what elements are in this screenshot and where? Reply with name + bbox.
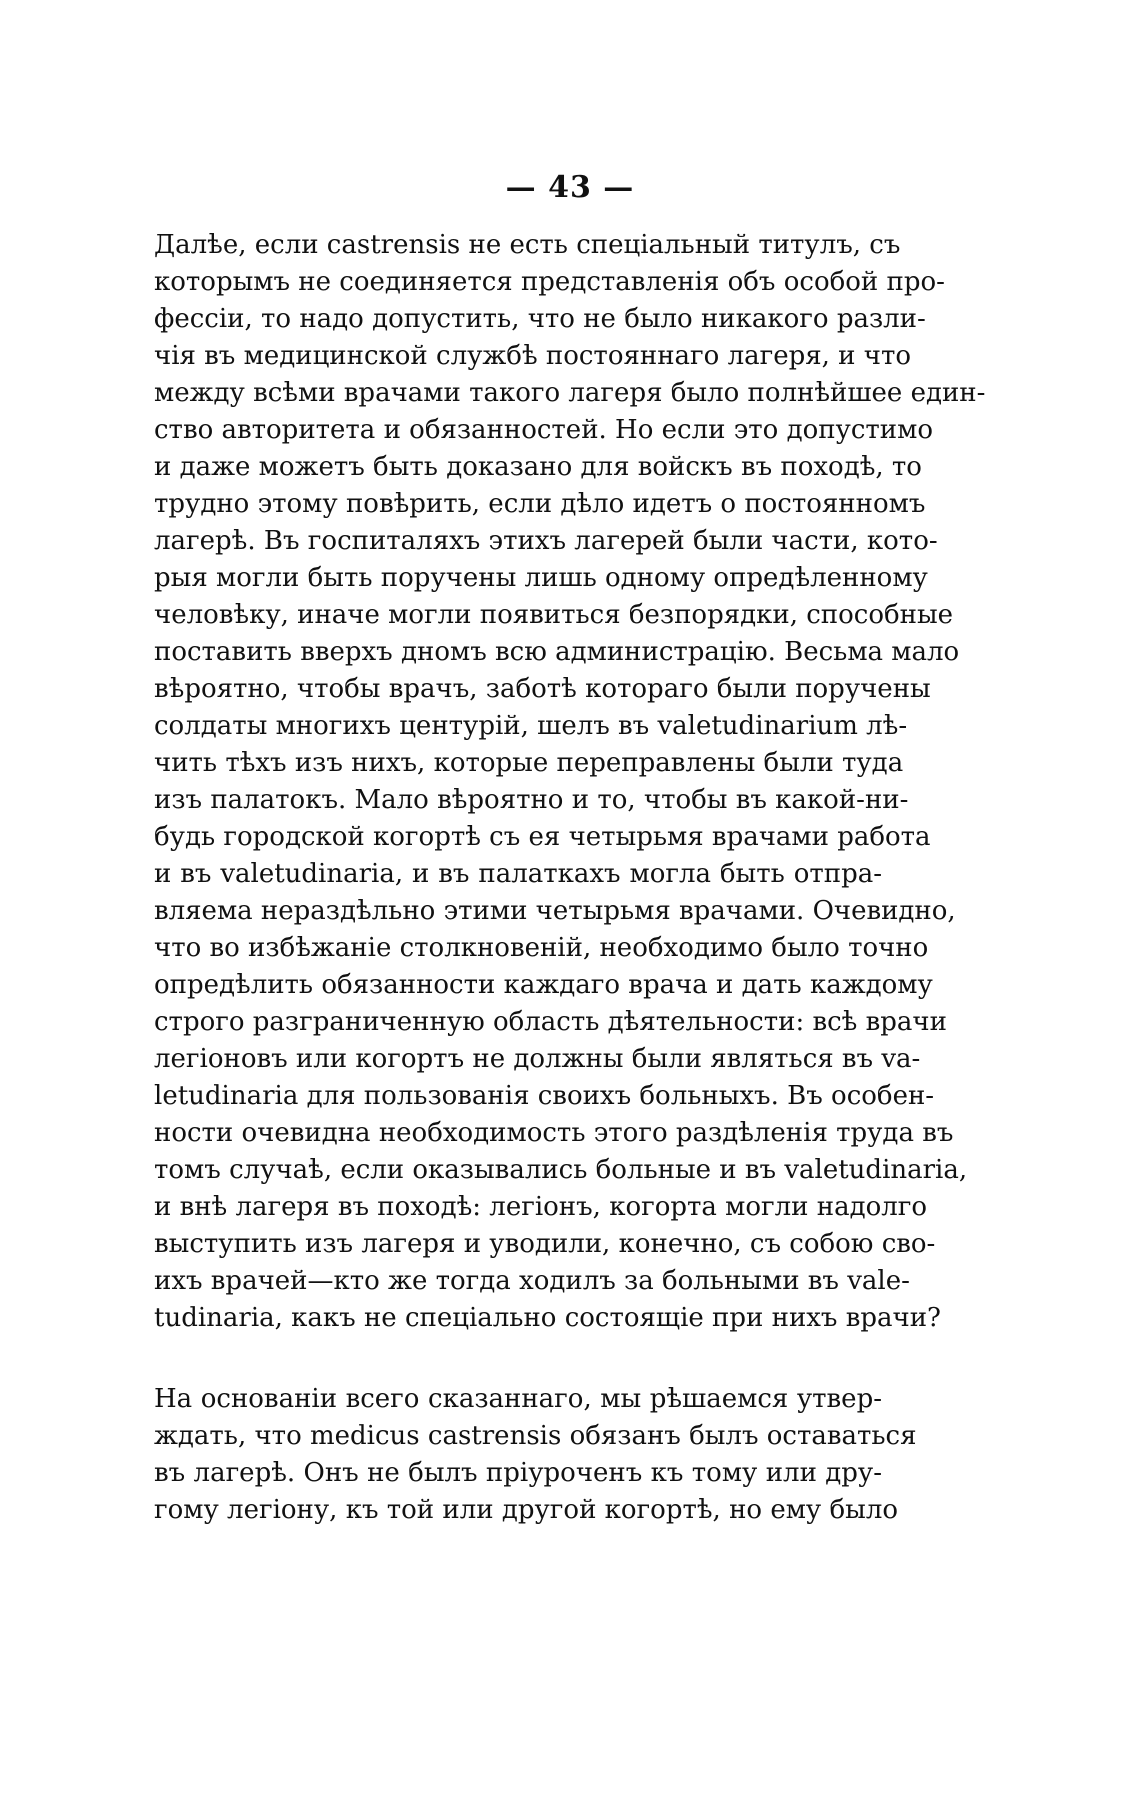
text-line: ихъ врачей—кто же тогда ходилъ за больными въ vale- — [154, 1266, 910, 1296]
text-line: томъ случаѣ, если оказывались больные и въ valetudinaria, — [154, 1155, 968, 1185]
text-line: вляема нераздѣльно этими четырьмя врачами. Очевидно, — [154, 896, 956, 926]
text-line: поставить вверхъ дномъ всю администрацію. Весьма мало — [154, 637, 960, 667]
text-line: вѣроятно, чтобы врачъ, заботѣ котораго были поручены — [154, 674, 931, 704]
text-line: фессіи, то надо допустить, что не было никакого разли- — [154, 304, 926, 334]
text-line: чія въ медицинской службѣ постояннаго лагеря, и что — [154, 341, 911, 371]
text-line: будь городской когортѣ съ ея четырьмя врачами работа — [154, 822, 931, 852]
text-line: легіоновъ или когортъ не должны были являться въ va- — [154, 1044, 921, 1074]
text-line: человѣку, иначе могли появиться безпорядки, способные — [154, 600, 954, 630]
text-line: выступить изъ лагеря и уводили, конечно, съ собою сво- — [154, 1229, 936, 1259]
text-line: letudinaria для пользованія своихъ больныхъ. Въ особен- — [154, 1081, 935, 1111]
paragraph-2 — [154, 1381, 917, 1529]
text-line: и внѣ лагеря въ походѣ: легіонъ, когорта могли надолго — [154, 1192, 928, 1222]
text-line: опредѣлить обязанности каждаго врача и дать каждому — [154, 970, 933, 1000]
text-line: рыя могли быть поручены лишь одному опредѣленному — [154, 563, 928, 593]
text-line: ждать, что medicus castrensis обязанъ былъ оставаться — [154, 1421, 917, 1451]
text-line: Далѣе, если castrensis не есть спеціальный титулъ, съ — [154, 230, 901, 260]
text-line: которымъ не соединяется представленія объ особой про- — [154, 267, 945, 297]
text-line: чить тѣхъ изъ нихъ, которые переправлены были туда — [154, 748, 904, 778]
text-line: и даже можетъ быть доказано для войскъ въ походѣ, то — [154, 452, 922, 482]
text-line: изъ палатокъ. Мало вѣроятно и то, чтобы въ какой-ни- — [154, 785, 909, 815]
text-line: что во избѣжаніе столкновеній, необходимо было точно — [154, 933, 929, 963]
text-line: трудно этому повѣрить, если дѣло идетъ о постоянномъ — [154, 489, 926, 519]
page-number: — 43 — — [505, 170, 635, 205]
text-line: и въ valetudinaria, и въ палаткахъ могла быть отпра- — [154, 859, 882, 889]
text-line: въ лагерѣ. Онъ не былъ пріуроченъ къ тому или дру- — [154, 1458, 882, 1488]
text-line: солдаты многихъ центурій, шелъ въ valetudinarium лѣ- — [154, 711, 908, 741]
text-line: между всѣми врачами такого лагеря было полнѣйшее един- — [154, 378, 986, 408]
text-line: строго разграниченную область дѣятельности: всѣ врачи — [154, 1007, 947, 1037]
text-line: лагерѣ. Въ госпиталяхъ этихъ лагерей были части, кото- — [154, 526, 938, 556]
text-line: На основаніи всего сказаннаго, мы рѣшаемся утвер- — [154, 1384, 882, 1414]
text-line: ности очевидна необходимость этого раздѣленія труда въ — [154, 1118, 954, 1148]
paragraph-1 — [154, 227, 986, 1337]
text-line: tudinaria, какъ не спеціально состоящіе при нихъ врачи? — [154, 1303, 941, 1333]
text-line: ство авторитета и обязанностей. Но если это допустимо — [154, 415, 934, 445]
text-line: гому легіону, къ той или другой когортѣ, но ему было — [154, 1495, 899, 1525]
